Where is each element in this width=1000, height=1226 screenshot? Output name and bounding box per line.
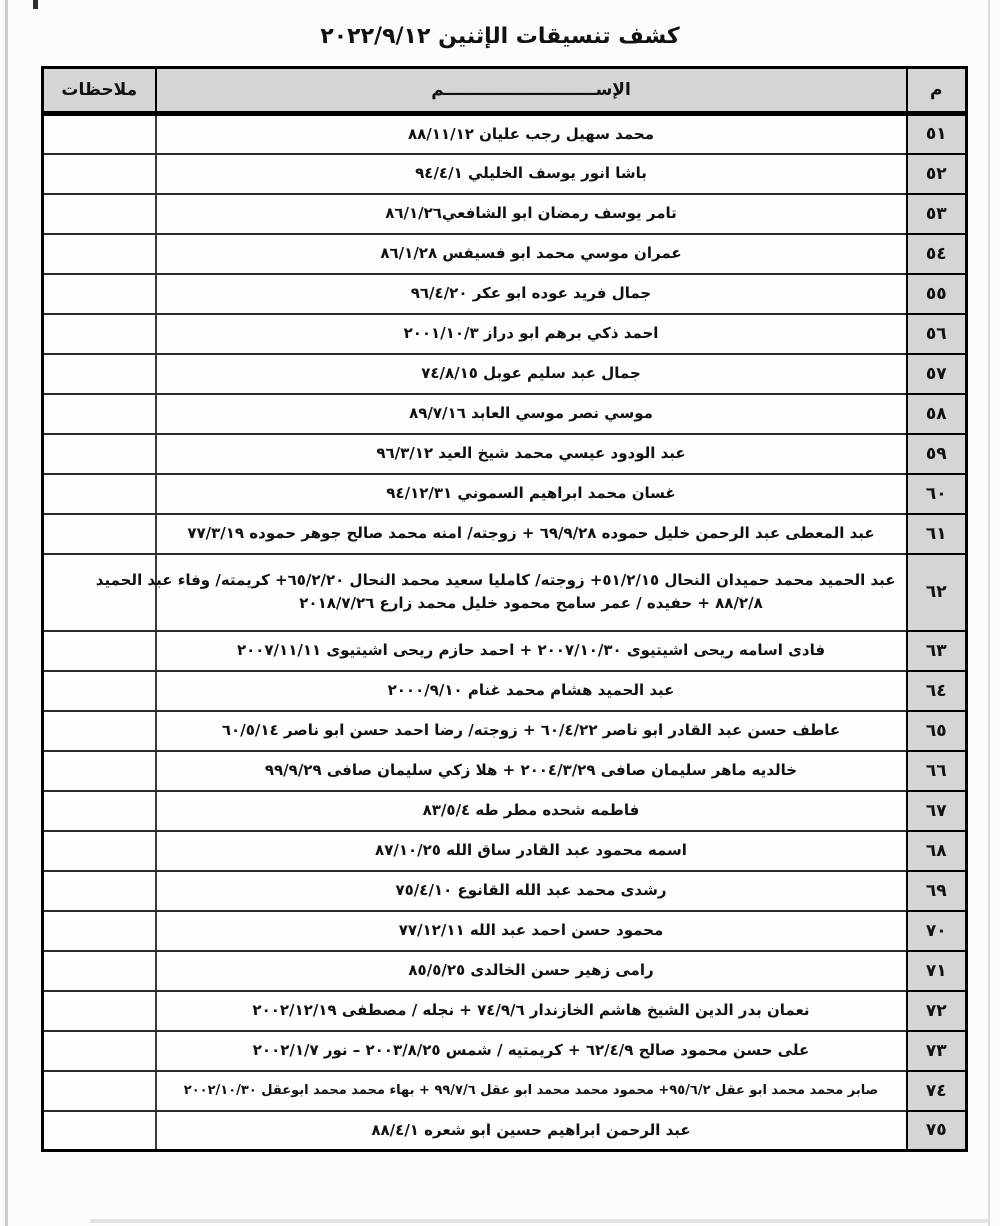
table-row [43, 911, 967, 951]
name-cell [156, 514, 907, 554]
name-line: خالديه ماهر سليمان صافى ٢٠٠٤/٣/٢٩ + هلا زكي سليمان صافى ٩٩/٩/٢٩ [264, 761, 798, 779]
name-cell [156, 314, 907, 354]
notes-cell [43, 871, 156, 911]
row-number-cell: ٦٤ [907, 671, 967, 711]
header-number: م [907, 68, 967, 114]
name-line: تامر يوسف رمضان ابو الشافعي٨٦/١/٢٦ [385, 204, 677, 222]
name-line: محمود حسن احمد عبد الله ٧٧/١٢/١١ [398, 921, 664, 939]
notes-cell [43, 514, 156, 554]
notes-cell [43, 991, 156, 1031]
name-line: احمد ذكي برهم ابو دراز ٢٠٠١/١٠/٣ [403, 324, 659, 342]
notes-cell [43, 831, 156, 871]
table-row [43, 831, 967, 871]
table-row [43, 234, 967, 274]
table-row [43, 434, 967, 474]
name-line: جمال فريد عوده ابو عكر ٩٦/٤/٢٠ [410, 284, 652, 302]
notes-cell [43, 1031, 156, 1071]
name-cell [156, 751, 907, 791]
name-line: موسي نصر موسي العابد ٨٩/٧/١٦ [409, 404, 653, 422]
notes-cell [43, 951, 156, 991]
header-notes: ملاحظات [43, 68, 156, 114]
notes-cell [43, 314, 156, 354]
notes-cell [43, 154, 156, 194]
row-number-cell: ٥٥ [907, 274, 967, 314]
table-row [43, 314, 967, 354]
row-number-cell: ٥٦ [907, 314, 967, 354]
row-number-cell: ٧٥ [907, 1111, 967, 1151]
row-number-cell: ٦٥ [907, 711, 967, 751]
name-cell [156, 354, 907, 394]
name-cell [156, 474, 907, 514]
name-line: جمال عبد سليم عوبل ٧٤/٨/١٥ [421, 364, 641, 382]
row-number-cell: ٦٦ [907, 751, 967, 791]
notes-cell [43, 234, 156, 274]
notes-cell [43, 791, 156, 831]
table-row [43, 154, 967, 194]
name-line: باشا انور يوسف الخليلي ٩٤/٤/١ [415, 164, 647, 182]
notes-cell [43, 394, 156, 434]
name-cell [156, 274, 907, 314]
name-line: عبد الودود عيسي محمد شيخ العيد ٩٦/٣/١٢ [376, 444, 686, 462]
name-line: رامى زهير حسن الخالدى ٨٥/٥/٢٥ [408, 961, 654, 979]
name-cell [95, 554, 907, 631]
table-row [43, 514, 967, 554]
name-cell [156, 871, 907, 911]
notes-cell [43, 1071, 156, 1111]
name-line: على حسن محمود صالح ٦٢/٤/٩ + كريمتيه / شمس ٢٠٠٣/٨/٢٥ – نور ٢٠٠٢/١/٧ [252, 1041, 810, 1059]
table-row [43, 354, 967, 394]
name-cell [156, 1111, 907, 1151]
table-row [43, 671, 967, 711]
row-number-cell: ٦٢ [907, 554, 967, 631]
coordination-table [41, 66, 968, 1152]
notes-cell [43, 711, 156, 751]
name-line: ٨٨/٢/٨ + حفيده / عمر سامح محمود خليل محمد زارع ٢٠١٨/٧/٢٦ [299, 594, 763, 612]
row-number-cell: ٧١ [907, 951, 967, 991]
row-number-cell: ٦٧ [907, 791, 967, 831]
row-number-cell: ٥٤ [907, 234, 967, 274]
name-cell [156, 711, 907, 751]
row-number-cell: ٥٩ [907, 434, 967, 474]
name-line: عبد الرحمن ابراهيم حسين ابو شعره ٨٨/٤/١ [371, 1120, 691, 1139]
table-row [43, 194, 967, 234]
row-number-cell: ٧٢ [907, 991, 967, 1031]
row-number-cell: ٥٢ [907, 154, 967, 194]
row-number-cell: ٧٤ [907, 1071, 967, 1111]
name-line: فاطمه شحده مطر طه ٨٣/٥/٤ [422, 801, 640, 819]
name-cell [156, 194, 907, 234]
scan-corner-mark [33, 0, 38, 9]
name-cell [156, 631, 907, 671]
name-line: محمد سهيل رجب عليان ٨٨/١١/١٢ [407, 124, 654, 143]
name-line: رشدى محمد عبد الله القانوع ٧٥/٤/١٠ [395, 881, 667, 899]
table-row [43, 1111, 967, 1151]
name-line: عبد الحميد محمد حميدان النحال ٥١/٢/١٥+ زوجته/ كامليا سعيد محمد النحال ٦٥/٢/٢٠+ كريمته/ وفاء عبد الحميد [95, 571, 896, 589]
table-row [43, 791, 967, 831]
name-line: عاطف حسن عبد القادر ابو ناصر ٦٠/٤/٢٢ + زوجته/ رضا احمد حسن ابو ناصر ٦٠/٥/١٤ [221, 721, 841, 739]
name-line: عبد المعطى عبد الرحمن خليل حموده ٦٩/٩/٢٨ + زوجته/ امنه محمد صالح جوهر حموده ٧٧/٣/١٩ [187, 524, 875, 542]
name-cell [156, 154, 907, 194]
table-row [43, 751, 967, 791]
row-number-cell: ٥١ [907, 114, 967, 154]
notes-cell [43, 631, 156, 671]
name-cell [156, 434, 907, 474]
name-cell [156, 991, 907, 1031]
table-row [43, 1031, 967, 1071]
name-line: عمران موسي محمد ابو فسيفس ٨٦/١/٢٨ [380, 244, 682, 262]
row-number-cell: ٦٠ [907, 474, 967, 514]
name-cell [156, 911, 907, 951]
notes-cell [43, 911, 156, 951]
scan-bottom-smear [90, 1219, 990, 1223]
name-cell [156, 1031, 907, 1071]
scan-edge-artifact-right [988, 0, 990, 1226]
row-number-cell: ٦٣ [907, 631, 967, 671]
table-row [43, 554, 967, 631]
name-cell [156, 791, 907, 831]
notes-cell [43, 274, 156, 314]
name-line: صابر محمد محمد ابو عقل ٩٥/٦/٢+ محمود محمد محمد ابو عقل ٩٩/٧/٦ + بهاء محمد محمد ابوعقل ٢٠٠٢/١٠/٣٠ [183, 1083, 879, 1098]
name-line: فادى اسامه ريحى اشيتيوى ٢٠٠٧/١٠/٣٠ + احمد حازم ريحى اشيتيوى ٢٠٠٧/١١/١١ [236, 641, 826, 659]
table-body [43, 114, 967, 1151]
table-row [43, 951, 967, 991]
table-row [43, 394, 967, 434]
notes-cell [43, 114, 156, 154]
name-cell [156, 671, 907, 711]
notes-cell [43, 434, 156, 474]
document-title: كشف تنسيقات الإثنين ٢٠٢٢/٩/١٢ [320, 24, 680, 49]
table-row [43, 991, 967, 1031]
row-number-cell: ٧٣ [907, 1031, 967, 1071]
row-number-cell: ٧٠ [907, 911, 967, 951]
notes-cell [43, 671, 156, 711]
name-cell [156, 831, 907, 871]
table-row [43, 474, 967, 514]
notes-cell [43, 474, 156, 514]
name-cell [156, 114, 907, 154]
row-number-cell: ٦٨ [907, 831, 967, 871]
table-row [43, 871, 967, 911]
notes-cell [43, 554, 156, 631]
notes-cell [43, 194, 156, 234]
table-row [43, 1071, 967, 1111]
notes-cell [43, 354, 156, 394]
header-name: الإســــــــــــــــــــــــــم [156, 68, 907, 114]
notes-cell [43, 1111, 156, 1151]
row-number-cell: ٦٩ [907, 871, 967, 911]
name-cell [156, 394, 907, 434]
name-line: نعمان بدر الدين الشيخ هاشم الخازندار ٧٤/٩/٦ + نجله / مصطفى ٢٠٠٢/١٢/١٩ [252, 1001, 810, 1019]
table-row [43, 114, 967, 154]
name-cell [156, 951, 907, 991]
row-number-cell: ٥٧ [907, 354, 967, 394]
table-header-row [43, 68, 967, 114]
table-row [43, 274, 967, 314]
name-cell [156, 234, 907, 274]
name-cell [156, 1071, 907, 1111]
scan-edge-artifact-left [5, 0, 8, 1226]
row-number-cell: ٥٨ [907, 394, 967, 434]
name-line: اسمه محمود عبد القادر ساق الله ٨٧/١٠/٢٥ [375, 841, 687, 859]
table-row [43, 631, 967, 671]
row-number-cell: ٦١ [907, 514, 967, 554]
notes-cell [43, 751, 156, 791]
name-line: غسان محمد ابراهيم السموني ٩٤/١٢/٣١ [386, 484, 676, 502]
row-number-cell: ٥٣ [907, 194, 967, 234]
name-line: عبد الحميد هشام محمد غنام ٢٠٠٠/٩/١٠ [387, 681, 675, 699]
table-row [43, 711, 967, 751]
